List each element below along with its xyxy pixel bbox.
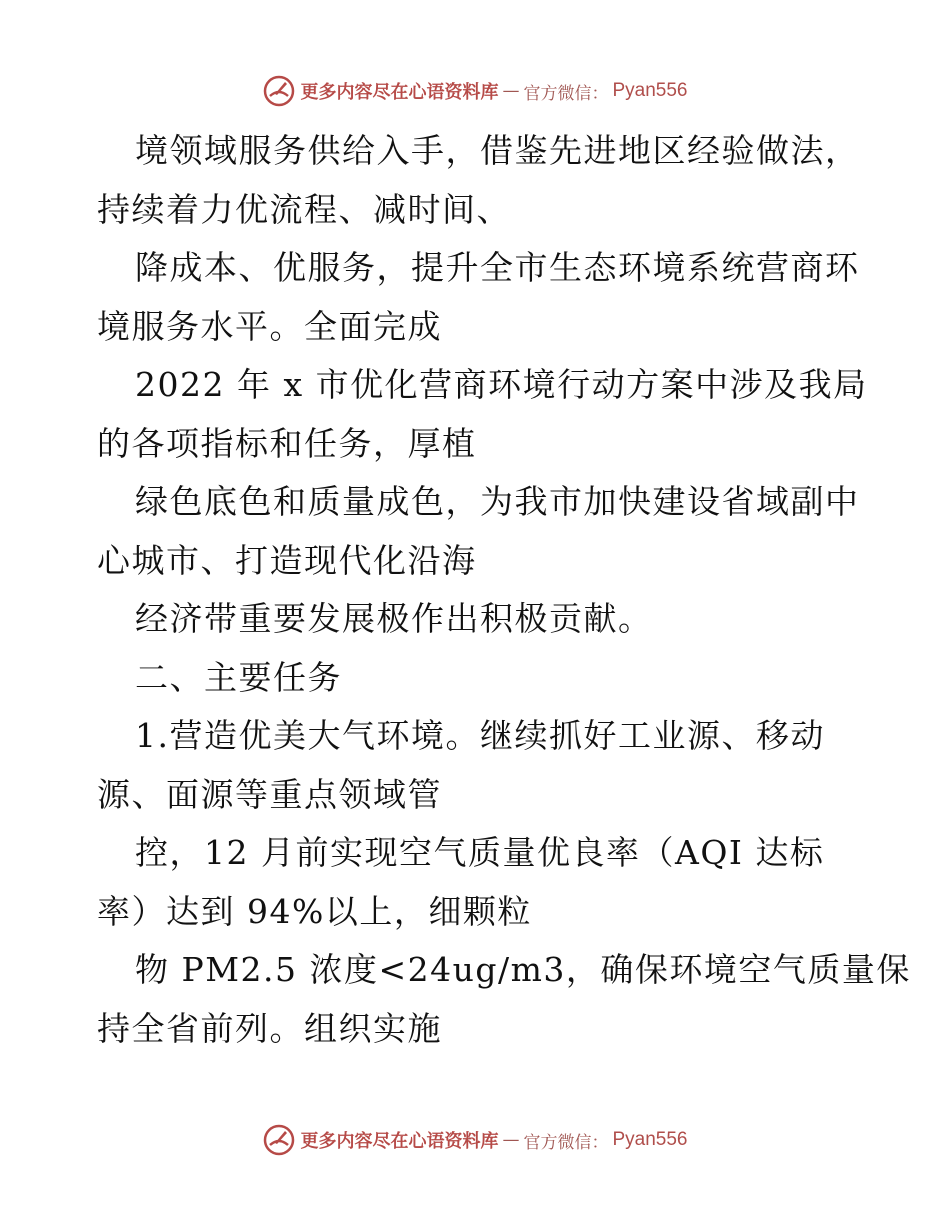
- text-line: 降成本、优服务，提升全市生态环境系统营商环: [135, 248, 860, 287]
- watermark-wechat-id: Pyan556: [612, 1129, 688, 1150]
- text-line: 境领域服务供给入手，借鉴先进地区经验做法，: [135, 131, 860, 170]
- text-line: 1.营造优美大气环境。继续抓好工业源、移动: [135, 716, 825, 755]
- watermark-main-text: 更多内容尽在心语资料库: [300, 1131, 499, 1152]
- text-line: 绿色底色和质量成色，为我市加快建设省域副中: [135, 482, 860, 521]
- text-line: 物 PM2.5 浓度<24ug/m3，确保环境空气质量保: [135, 950, 911, 989]
- text-line: 的各项指标和任务，厚植: [97, 423, 477, 463]
- footer-watermark: [0, 1120, 950, 1160]
- text-line: 境服务水平。全面完成: [97, 306, 442, 346]
- book-feather-logo-icon: [262, 1123, 296, 1157]
- watermark-sub-text: 官方微信：: [523, 1132, 609, 1153]
- document-body: [97, 122, 911, 1058]
- text-line: 源、面源等重点领域管: [97, 774, 442, 814]
- text-line: 持续着力优流程、减时间、: [97, 189, 511, 229]
- text-line: 控，12 月前实现空气质量优良率（AQI 达标: [135, 833, 825, 872]
- watermark-sub-text: 官方微信：: [523, 83, 609, 104]
- text-line: 2022 年 x 市优化营商环境行动方案中涉及我局: [135, 365, 868, 404]
- section-heading: 二、主要任务: [135, 657, 342, 697]
- header-watermark: [0, 71, 950, 111]
- book-feather-logo-icon: [262, 74, 296, 108]
- text-line: 经济带重要发展极作出积极贡献。: [135, 599, 653, 638]
- watermark-wechat-id: Pyan556: [612, 80, 688, 101]
- text-line: 持全省前列。组织实施: [97, 1008, 442, 1048]
- text-line: 率）达到 94%以上，细颗粒: [97, 891, 532, 931]
- watermark-separator: —: [502, 1130, 520, 1150]
- watermark-main-text: 更多内容尽在心语资料库: [300, 82, 499, 103]
- watermark-separator: —: [502, 81, 520, 101]
- text-line: 心城市、打造现代化沿海: [97, 540, 477, 580]
